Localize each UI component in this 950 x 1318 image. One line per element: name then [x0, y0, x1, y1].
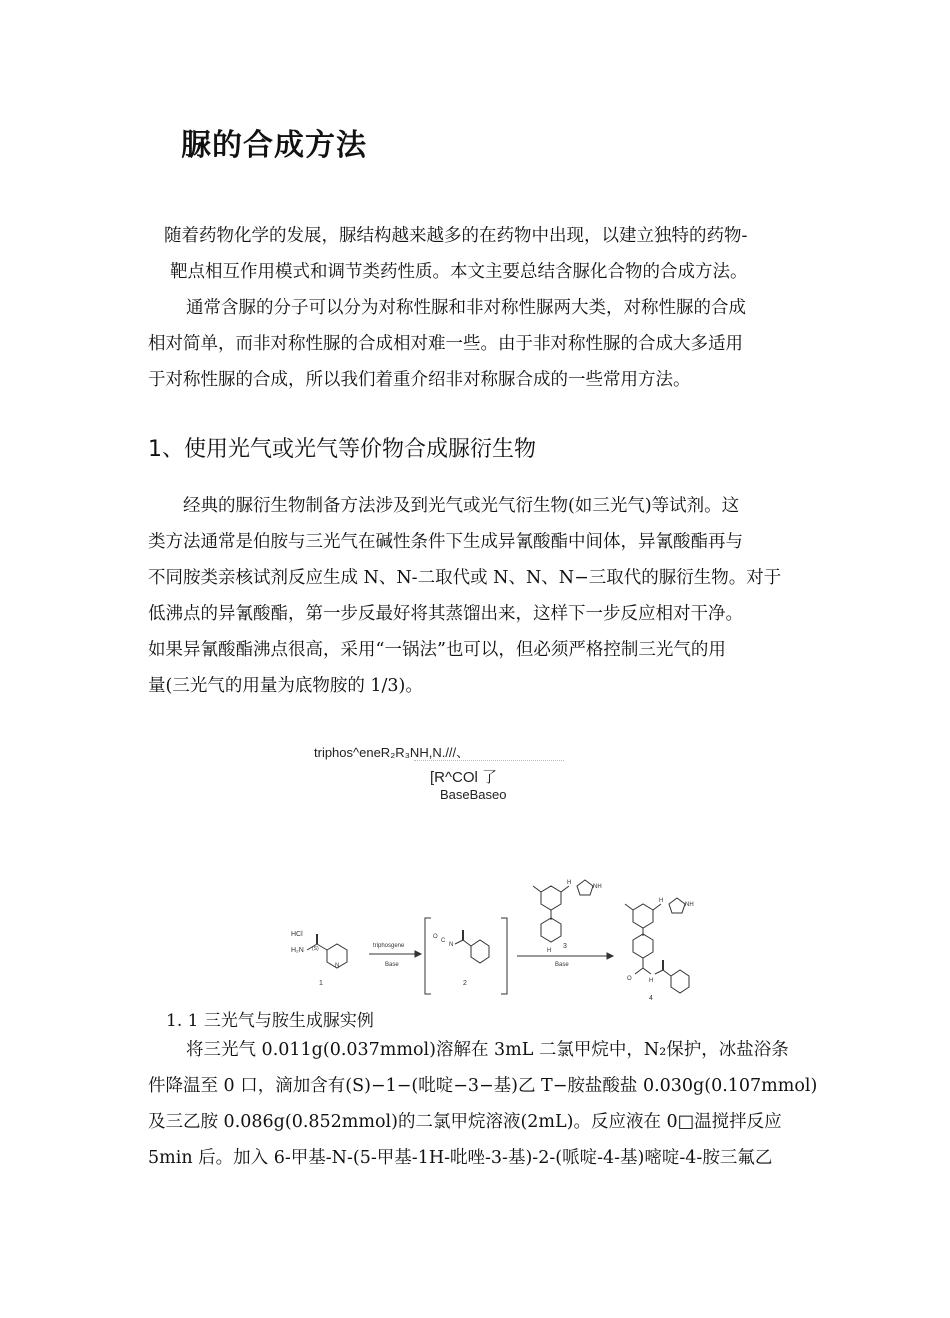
- section-line-1: 经典的脲衍生物制备方法涉及到光气或光气衍生物(如三光气)等试剂。这: [183, 496, 740, 516]
- intro-line-5: 于对称性脲的合成，所以我们着重介绍非对称脲合成的一些常用方法。: [148, 370, 691, 390]
- triphosgene-label: triphosgene: [373, 943, 405, 949]
- base-label-1: Base: [385, 962, 399, 968]
- arrow-head-2: [607, 953, 613, 959]
- nh-label-4: H: [659, 898, 664, 904]
- stereo-label-1: (S): [312, 946, 319, 952]
- pyrazole-nh-label: NH: [593, 884, 602, 890]
- intro-line-3: 通常含脲的分子可以分为对称性脲和非对称性脲两大类，对称性脲的合成: [186, 298, 746, 318]
- compound-number-1: 1: [319, 980, 323, 987]
- piperidine-ring-3: [541, 918, 561, 942]
- bond-methyl: [533, 886, 541, 892]
- intro-line-1: 随着药物化学的发展，脲结构越来越多的在药物中出现，以建立独特的药物-: [164, 226, 748, 246]
- pyrimidine-ring-4: [633, 904, 653, 928]
- page-title: 脲的合成方法: [181, 128, 367, 163]
- compound-number-3: 3: [563, 943, 567, 950]
- bond: [561, 886, 569, 892]
- bond: [655, 970, 663, 974]
- h2n-label: H₂N: [291, 947, 304, 954]
- bracket-left: [425, 918, 431, 994]
- c-label: C: [441, 938, 446, 944]
- pyridine-ring-2: [471, 940, 489, 963]
- pyrazole-ring-3: [577, 880, 593, 895]
- pyrimidine-ring-3: [541, 886, 561, 910]
- piperidine-nh-label: H: [547, 948, 552, 954]
- bond: [463, 940, 471, 946]
- example-line-1: 将三光气 0.011g(0.037mmol)溶解在 3mL 二氯甲烷中，N₂保护，冰盐浴条: [186, 1040, 789, 1060]
- section-line-2: 类方法通常是伯胺与三光气在碱性条件下生成异氰酸酯中间体，异氰酸酯再与: [148, 532, 743, 552]
- bond-methyl: [625, 904, 633, 910]
- piperidine-ring-4: [633, 934, 653, 958]
- compound-number-2: 2: [463, 980, 467, 987]
- arrow-head-1: [415, 951, 421, 957]
- pyrazole-ring-4: [669, 898, 685, 913]
- scheme1-formula-text: [R^COl 了: [430, 769, 498, 786]
- compound-number-4: 4: [649, 995, 653, 1002]
- carbonyl-bond: [635, 968, 643, 974]
- bond: [663, 970, 671, 976]
- section-heading: 1、使用光气或光气等价物合成脲衍生物: [148, 437, 536, 462]
- example-line-3: 及三乙胺 0.086g(0.852mmol)的二氯甲烷溶液(2mL)。反应液在 0□温搅拌反应: [148, 1112, 782, 1132]
- subsection-heading: 1. 1 三光气与胺生成脲实例: [166, 1011, 374, 1031]
- section-line-6: 量(三光气的用量为底物胺的 1/3)。: [148, 676, 423, 696]
- intro-line-4: 相对简单，而非对称性脲的合成相对难一些。由于非对称性脲的合成大多适用: [148, 334, 743, 354]
- example-line-4: 5min 后。加入 6-甲基-N-(5-甲基-1H-吡唑-3-基)-2-(哌啶-4-基)嘧啶-4-胺三氟乙: [148, 1148, 773, 1168]
- section-line-3: 不同胺类亲核试剂反应生成 N、N-二取代或 N、N、N−三取代的脲衍生物。对于: [148, 568, 782, 588]
- o-label: O: [433, 934, 438, 940]
- bracket-right: [501, 918, 507, 994]
- amide-h-label: H: [649, 978, 654, 984]
- hcl-label: HCl: [291, 931, 303, 938]
- scheme1-base-text: BaseBaseo: [440, 787, 507, 802]
- scheme1-reagent-text: triphos^eneR₂R₃NH,N.///、: [314, 745, 470, 760]
- reaction-scheme-figure: [285, 870, 705, 1005]
- bond: [643, 968, 651, 974]
- nh-label-3: H: [567, 880, 572, 886]
- base-label-2: Base: [555, 962, 569, 968]
- ring-n-label: N: [335, 963, 340, 969]
- n-label-2: N: [449, 942, 454, 948]
- intro-line-2: 靶点相互作用模式和调节类药性质。本文主要总结含脲化合物的合成方法。: [170, 262, 748, 282]
- pyridine-ring-4: [671, 970, 689, 993]
- pyrazole-nh-label-4: NH: [685, 902, 694, 908]
- section-line-5: 如果异氰酸酯沸点很高，采用“一锅法”也可以，但必须严格控制三光气的用: [148, 640, 726, 660]
- carbonyl-o-label: O: [627, 976, 632, 982]
- bond: [455, 940, 463, 944]
- section-line-4: 低沸点的异氰酸酯，第一步反最好将其蒸馏出来，这样下一步反应相对干净。: [148, 604, 743, 624]
- bond: [653, 904, 661, 910]
- example-line-2: 件降温至 0 口，滴加含有(S)−1−(吡啶−3−基)乙 T−胺盐酸盐 0.030g(0.107mmol): [148, 1076, 818, 1096]
